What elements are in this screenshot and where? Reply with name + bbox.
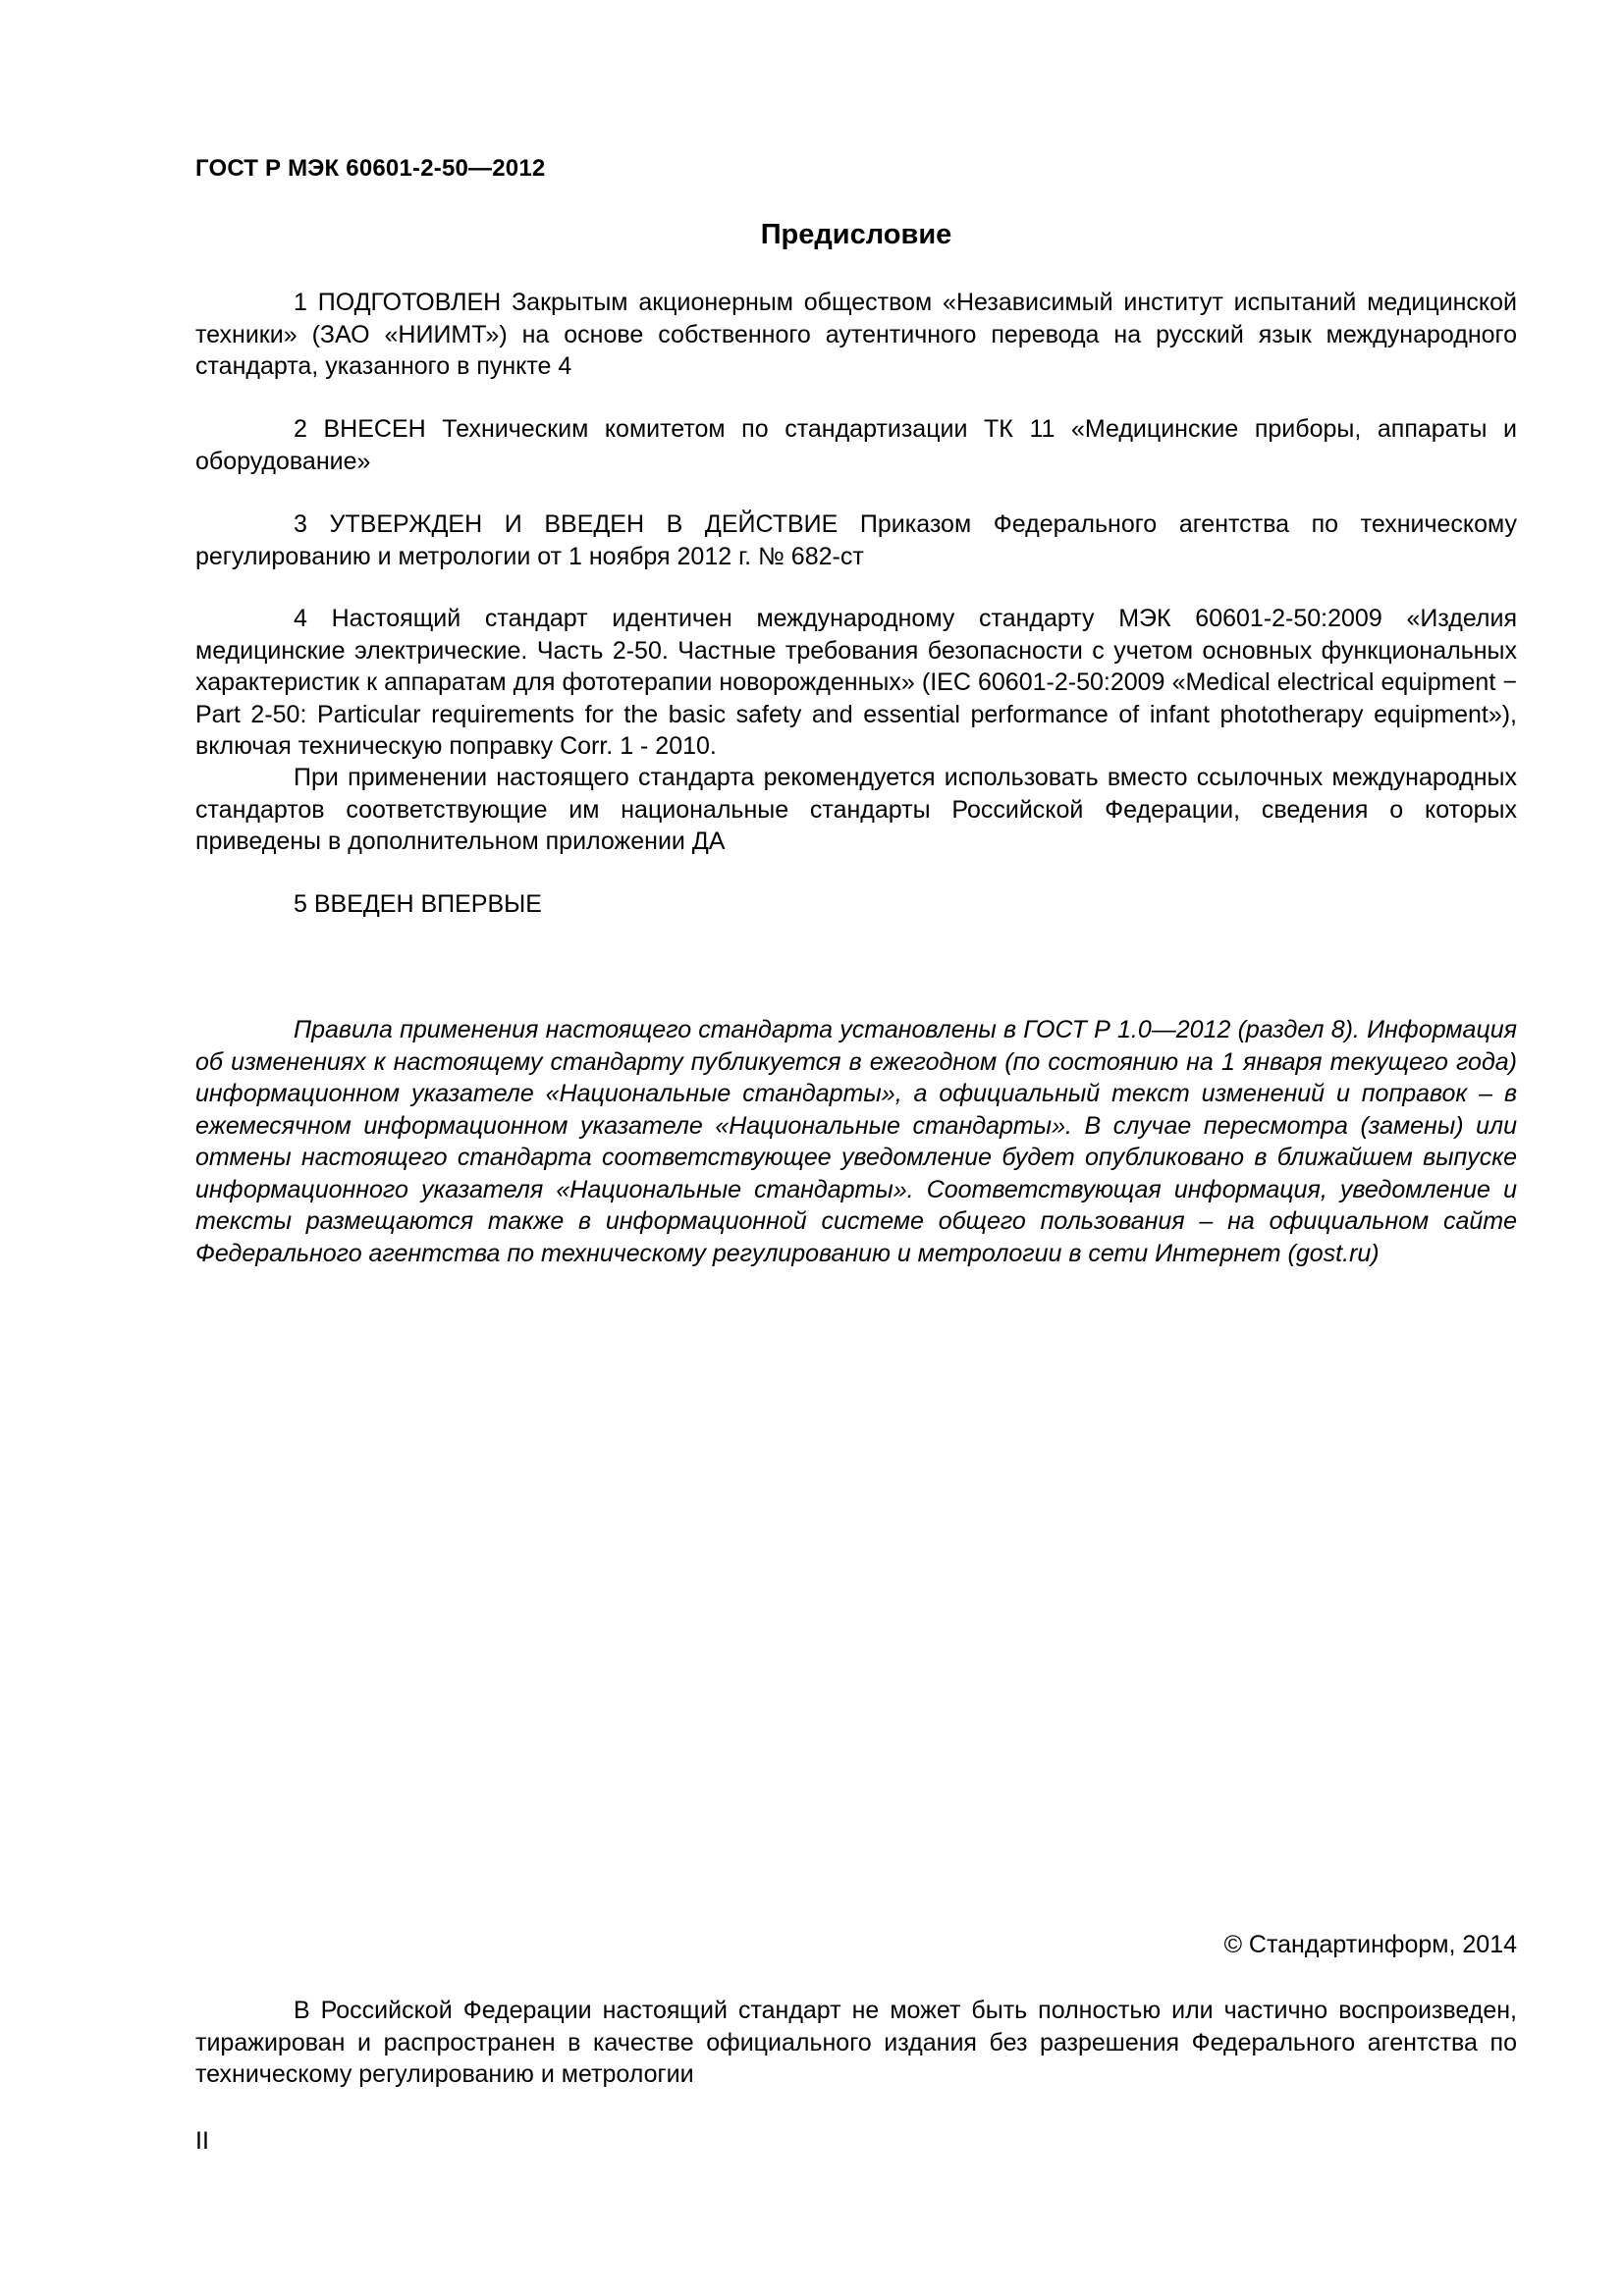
preface-item-2: 2 ВНЕСЕН Техническим комитетом по стандартизации ТК 11 «Медицинские приборы, аппараты и оборудование» xyxy=(195,415,1517,475)
document-header: ГОСТ Р МЭК 60601-2-50—2012 xyxy=(195,155,546,182)
preface-item-4-note: При применении настоящего стандарта рекомендуется использовать вместо ссылочных международных стандартов соответствующие им национальные стандарты Российской Федерации, сведения о которых приведены в дополнительном приложении ДА xyxy=(195,764,1517,855)
copyright-notice: © Стандартинформ, 2014 xyxy=(1223,1931,1517,1958)
preface-item-1: 1 ПОДГОТОВЛЕН Закрытым акционерным обществом «Независимый институт испытаний медицинской техники» (ЗАО «НИИМТ») на основе собственного аутентичного перевода на русский язык международного стандарта, указанного в пункте 4 xyxy=(195,289,1517,380)
page-title: Предисловие xyxy=(760,219,952,250)
preface-item-4: 4 Настоящий стандарт идентичен международному стандарту МЭК 60601-2-50:2009 «Изделия медицинские электрические. Часть 2-50. Частные требования безопасности с учетом основных функциональных характеристик к аппаратам для фототерапии новорожденных» (IEC 60601-2-50:2009 «Medical electrical equipment − Part 2-50: Particular requirements for the basic safety and essential performance of infant phototherapy equipment»), включая техническую поправку Corr. 1 - 2010. xyxy=(195,605,1517,760)
preface-item-3: 3 УТВЕРЖДЕН И ВВЕДЕН В ДЕЙСТВИЕ Приказом Федерального агентства по техническому регулированию и метрологии от 1 ноября 2012 г. № 682-ст xyxy=(195,510,1517,570)
rules-note: Правила применения настоящего стандарта установлены в ГОСТ Р 1.0—2012 (раздел 8). Информация об изменениях к настоящему стандарту публикуется в ежегодном (по состоянию на 1 января текущего года) информационном указателе «Национальные стандарты», а официальный текст изменений и поправок – в ежемесячном информационном указателе «Национальные стандарты». В случае пересмотра (замены) или отмены настоящего стандарта соответствующее уведомление будет опубликовано в ближайшем выпуске информационного указателя «Национальные стандарты». Соответствующая информация, уведомление и тексты размещаются также в информационной системе общего пользования – на официальном сайте Федерального агентства по техническому регулированию и метрологии в сети Интернет (gost.ru) xyxy=(195,1016,1517,1267)
preface-item-5: 5 ВВЕДЕН ВПЕРВЫЕ xyxy=(294,890,542,918)
page-number: II xyxy=(195,2127,209,2155)
reproduction-notice: В Российской Федерации настоящий стандарт не может быть полностью или частично воспроизведен, тиражирован и распространен в качестве официального издания без разрешения Федерального агентства по техническому регулированию и метрологии xyxy=(195,1997,1517,2088)
document-page xyxy=(195,0,1517,2296)
